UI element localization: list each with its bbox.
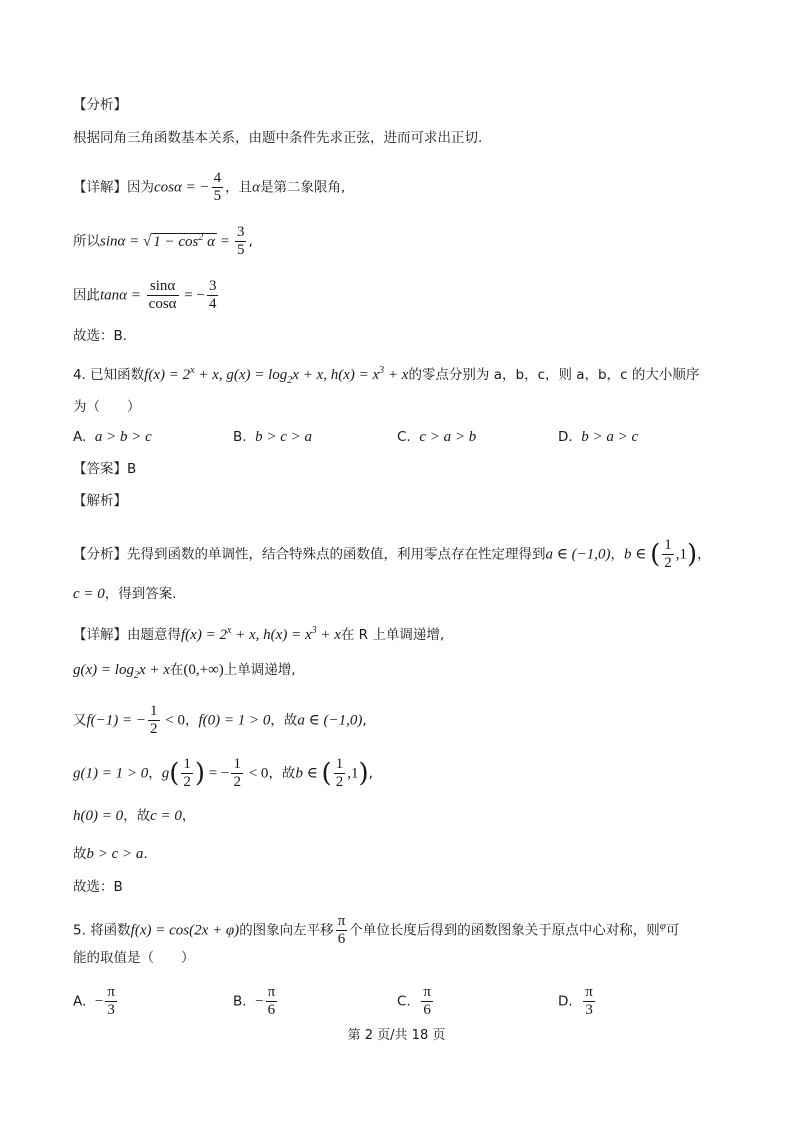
page-footer: 第 2 页/共 18 页 xyxy=(347,1028,446,1043)
q4-stem-line2: 为（ ） xyxy=(73,399,141,415)
q4-answer: 【答案】B xyxy=(73,461,137,477)
q4-detail-line4: g(1) = 1 > 0，g( $\frac{1}{2}$ ) = − $\frac{1}{2}$ < 0，故b ∈ ( $\frac{1}{2}$ ,1), xyxy=(73,756,373,790)
q3-tan-line: 因此tanα = $\frac{\sin\alpha}{\cos\alpha}$ = − $\frac{3}{4}$ xyxy=(73,278,217,312)
q4-detail-line5: h(0) = 0，故c = 0， xyxy=(73,808,196,824)
q5-stem-line2: 能的取值是（ ） xyxy=(73,950,195,966)
q3-detail-line: 【详解】因为cosα = − $\frac{4}{5}$ ，且α是第二象限角, xyxy=(73,170,346,204)
q5-option-a: A. − $\frac{\pi}{3}$ xyxy=(73,984,115,1018)
q5-option-d: D. $\frac{\pi}{3}$ xyxy=(558,984,593,1018)
q3-analysis-tag: 【分析】 xyxy=(73,97,127,113)
q4-option-a: A. a > b > c xyxy=(73,429,152,445)
q5-stem-line1: 5. 将函数f(x) = cos(2x + φ)的图象向左平移 $\frac{\pi}{6}$ 个单位长度后得到的函数图象关于原点中心对称，则$^\varphi$可 xyxy=(73,913,680,947)
q4-analysis-line2: c = 0，得到答案. xyxy=(73,586,177,602)
q4-parse-tag: 【解析】 xyxy=(73,493,127,509)
q3-choice: 故选：B. xyxy=(73,328,128,344)
q3-analysis-text: 根据同角三角函数基本关系，由题中条件先求正弦，进而可求出正切. xyxy=(73,130,483,146)
q3-sin-line: 所以sinα = √ $1 - \cos^2 \alpha$ = $\frac{3}{5}$ , xyxy=(73,224,253,258)
q5-option-c: C. $\frac{\pi}{6}$ xyxy=(397,984,431,1018)
q5-option-b: B. − $\frac{\pi}{6}$ xyxy=(233,984,276,1018)
q4-analysis-line: 【分析】先得到函数的单调性，结合特殊点的函数值，利用零点存在性定理得到a ∈ (−1,0)，b ∈ ( $\frac{1}{2}$ ,1)， xyxy=(73,537,711,571)
q4-choice: 故选：B xyxy=(73,879,123,895)
q4-option-b: B. b > c > a xyxy=(233,429,313,445)
q4-option-d: D. b > a > c xyxy=(558,429,639,445)
q4-detail-line2: $g(x) = \log_2x + x$在(0,+∞)上单调递增, xyxy=(73,662,296,681)
q4-detail-line1: 【详解】由题意得$f(x) = 2^x + x$, $h(x) = x^3 + x$在 R 上单调递增, xyxy=(73,625,445,643)
q4-stem-line1: 4. 已知函数$f(x) = 2^x + x$, $g(x) = \log_2x + x$, $h(x) = x^3 + x$的零点分别为 a，b，c，则 a，b，c 的大小顺序 xyxy=(73,365,700,386)
q4-detail-line6: 故b > c > a. xyxy=(73,846,148,862)
q4-option-c: C. c > a > b xyxy=(397,429,477,445)
q4-detail-line3: 又f(−1) = − $\frac{1}{2}$ < 0，f(0) = 1 > 0，故a ∈ (−1,0), xyxy=(73,703,367,737)
